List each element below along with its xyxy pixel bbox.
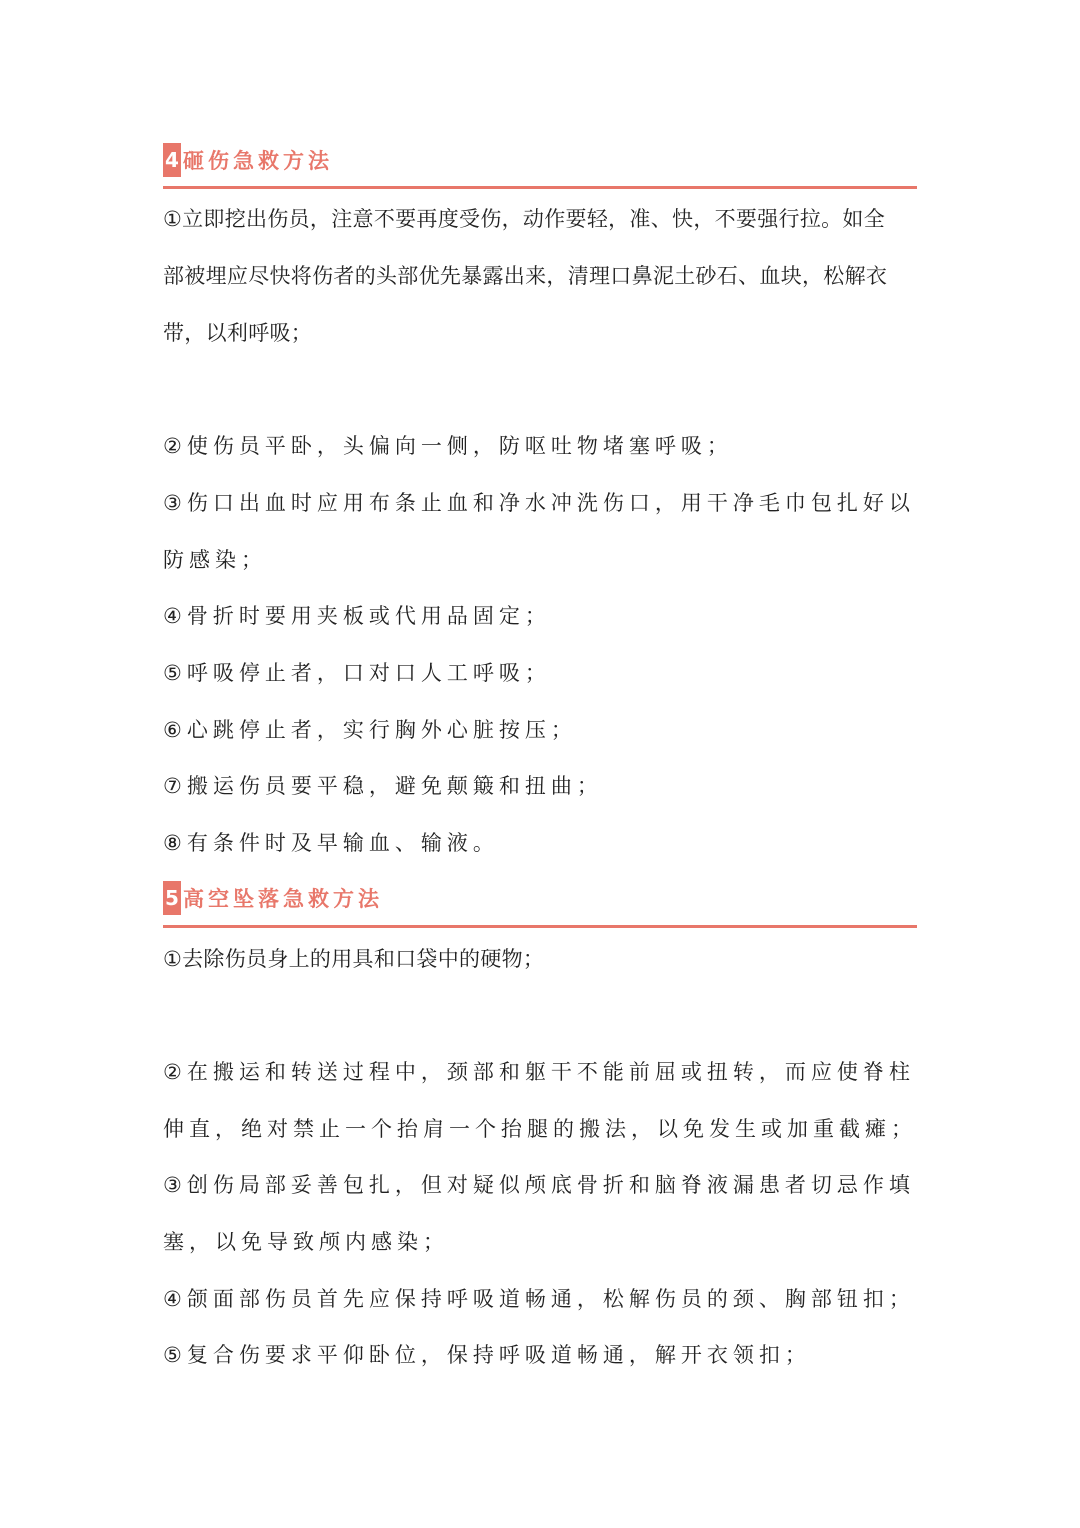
section-4-line-9: ⑥心跳停止者，实行胸外心脏按压； — [163, 718, 577, 742]
section-4-line-5: ③伤口出血时应用布条止血和净水冲洗伤口，用干净毛巾包扎好以 — [163, 491, 915, 515]
section-5-line-5: 塞，以免导致颅内感染； — [163, 1230, 449, 1254]
section-4-line-2: 部被埋应尽快将伤者的头部优先暴露出来，清理口鼻泥土砂石、血块，松解衣 — [163, 264, 888, 288]
section-4-line-8: ⑤呼吸停止者，口对口人工呼吸； — [163, 661, 551, 685]
section-4-number: 4 — [163, 143, 181, 177]
section-4-line-11: ⑧有条件时及早输血、输液。 — [163, 831, 499, 855]
section-4-line-7: ④骨折时要用夹板或代用品固定； — [163, 604, 551, 628]
section-5-divider — [163, 925, 917, 928]
section-4-line-6: 防感染； — [163, 548, 267, 572]
section-4-divider — [163, 186, 917, 189]
section-4-title: 砸伤急救方法 — [183, 149, 333, 173]
section-5-title: 高空坠落急救方法 — [183, 887, 383, 911]
section-4-line-3: 带，以利呼吸； — [163, 321, 313, 345]
section-5-heading — [163, 881, 383, 915]
section-5-line-6: ④颌面部伤员首先应保持呼吸道畅通，松解伤员的颈、胸部钮扣； — [163, 1287, 915, 1311]
section-5-line-7: ⑤复合伤要求平仰卧位，保持呼吸道畅通，解开衣领扣； — [163, 1343, 811, 1367]
section-4-line-10: ⑦搬运伤员要平稳，避免颠簸和扭曲； — [163, 774, 603, 798]
section-5-line-4: ③创伤局部妥善包扎，但对疑似颅底骨折和脑脊液漏患者切忌作填 — [163, 1173, 915, 1197]
section-5-line-1: ①去除伤员身上的用具和口袋中的硬物； — [163, 947, 545, 971]
section-5-line-3: 伸直，绝对禁止一个抬肩一个抬腿的搬法，以免发生或加重截瘫； — [163, 1117, 917, 1141]
section-5-line-2: ②在搬运和转送过程中，颈部和躯干不能前屈或扭转，而应使脊柱 — [163, 1060, 915, 1084]
section-4-line-1: ①立即挖出伤员，注意不要再度受伤，动作要轻，准、快，不要强行拉。如全 — [163, 207, 886, 231]
section-4-line-4: ②使伤员平卧，头偏向一侧，防呕吐物堵塞呼吸； — [163, 434, 733, 458]
section-4-heading — [163, 143, 333, 177]
section-5-number: 5 — [163, 881, 181, 915]
